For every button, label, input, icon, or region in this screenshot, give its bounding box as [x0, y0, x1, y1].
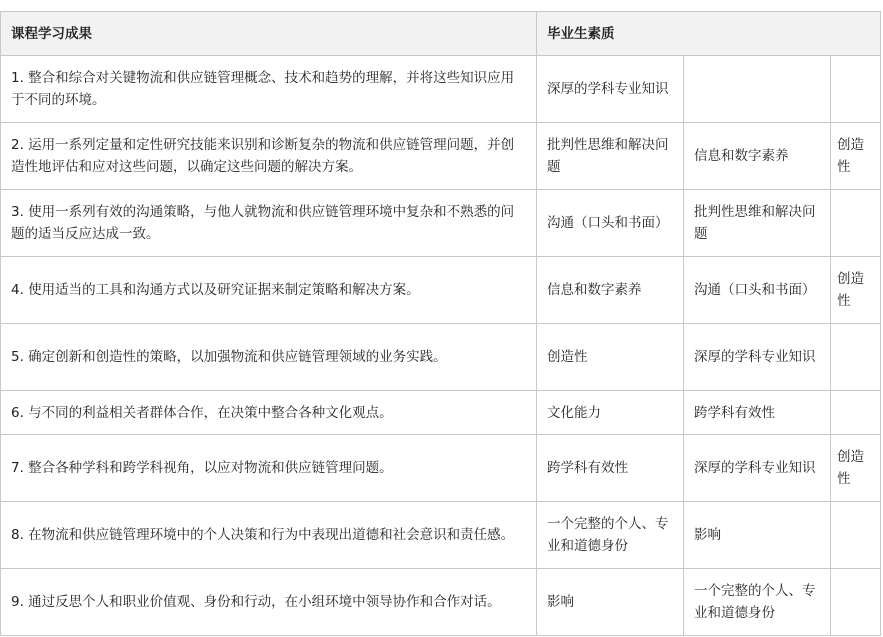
table-row	[1, 257, 881, 324]
attribute-cell-1: 深厚的学科专业知识	[537, 56, 684, 123]
attribute-cell-3	[831, 502, 881, 569]
outcome-cell: 4. 使用适当的工具和沟通方式以及研究证据来制定策略和解决方案。	[1, 257, 537, 324]
outcome-cell: 2. 运用一系列定量和定性研究技能来识别和诊断复杂的物流和供应链管理问题，并创造性地评估和应对这些问题，以确定这些问题的解决方案。	[1, 123, 537, 190]
attribute-cell-3	[831, 569, 881, 636]
learning-outcomes-table	[0, 11, 881, 636]
attribute-cell-3: 创造性	[831, 257, 881, 324]
outcome-cell: 1. 整合和综合对关键物流和供应链管理概念、技术和趋势的理解，并将这些知识应用于不同的环境。	[1, 56, 537, 123]
outcome-cell: 5. 确定创新和创造性的策略，以加强物流和供应链管理领域的业务实践。	[1, 324, 537, 391]
table-body	[1, 56, 881, 636]
attribute-cell-1: 沟通（口头和书面）	[537, 190, 684, 257]
attribute-cell-1: 信息和数字素养	[537, 257, 684, 324]
table-row	[1, 391, 881, 435]
attribute-cell-1: 一个完整的个人、专业和道德身份	[537, 502, 684, 569]
table-row	[1, 324, 881, 391]
attribute-cell-3	[831, 324, 881, 391]
attribute-cell-1: 跨学科有效性	[537, 435, 684, 502]
attribute-cell-3	[831, 190, 881, 257]
attribute-cell-2: 影响	[684, 502, 831, 569]
outcome-cell: 7. 整合各种学科和跨学科视角，以应对物流和供应链管理问题。	[1, 435, 537, 502]
attribute-cell-2: 深厚的学科专业知识	[684, 324, 831, 391]
attribute-cell-2: 批判性思维和解决问题	[684, 190, 831, 257]
attribute-cell-2: 深厚的学科专业知识	[684, 435, 831, 502]
attribute-cell-2: 一个完整的个人、专业和道德身份	[684, 569, 831, 636]
outcome-cell: 3. 使用一系列有效的沟通策略，与他人就物流和供应链管理环境中复杂和不熟悉的问题的适当反应达成一致。	[1, 190, 537, 257]
attribute-cell-2: 信息和数字素养	[684, 123, 831, 190]
table-header-row	[1, 12, 881, 56]
attribute-cell-2: 沟通（口头和书面）	[684, 257, 831, 324]
attribute-cell-1: 批判性思维和解决问题	[537, 123, 684, 190]
attribute-cell-1: 影响	[537, 569, 684, 636]
attribute-cell-2: 跨学科有效性	[684, 391, 831, 435]
table-row	[1, 502, 881, 569]
table-row	[1, 190, 881, 257]
attribute-cell-1: 文化能力	[537, 391, 684, 435]
table-row	[1, 569, 881, 636]
attribute-cell-3: 创造性	[831, 435, 881, 502]
table-row	[1, 123, 881, 190]
outcome-cell: 9. 通过反思个人和职业价值观、身份和行动，在小组环境中领导协作和合作对话。	[1, 569, 537, 636]
attribute-cell-3	[831, 56, 881, 123]
header-attributes: 毕业生素质	[537, 12, 881, 56]
outcome-cell: 8. 在物流和供应链管理环境中的个人决策和行为中表现出道德和社会意识和责任感。	[1, 502, 537, 569]
attribute-cell-1: 创造性	[537, 324, 684, 391]
table-row	[1, 435, 881, 502]
attribute-cell-2	[684, 56, 831, 123]
attribute-cell-3: 创造性	[831, 123, 881, 190]
outcome-cell: 6. 与不同的利益相关者群体合作，在决策中整合各种文化观点。	[1, 391, 537, 435]
table-row	[1, 56, 881, 123]
header-outcomes: 课程学习成果	[1, 12, 537, 56]
attribute-cell-3	[831, 391, 881, 435]
